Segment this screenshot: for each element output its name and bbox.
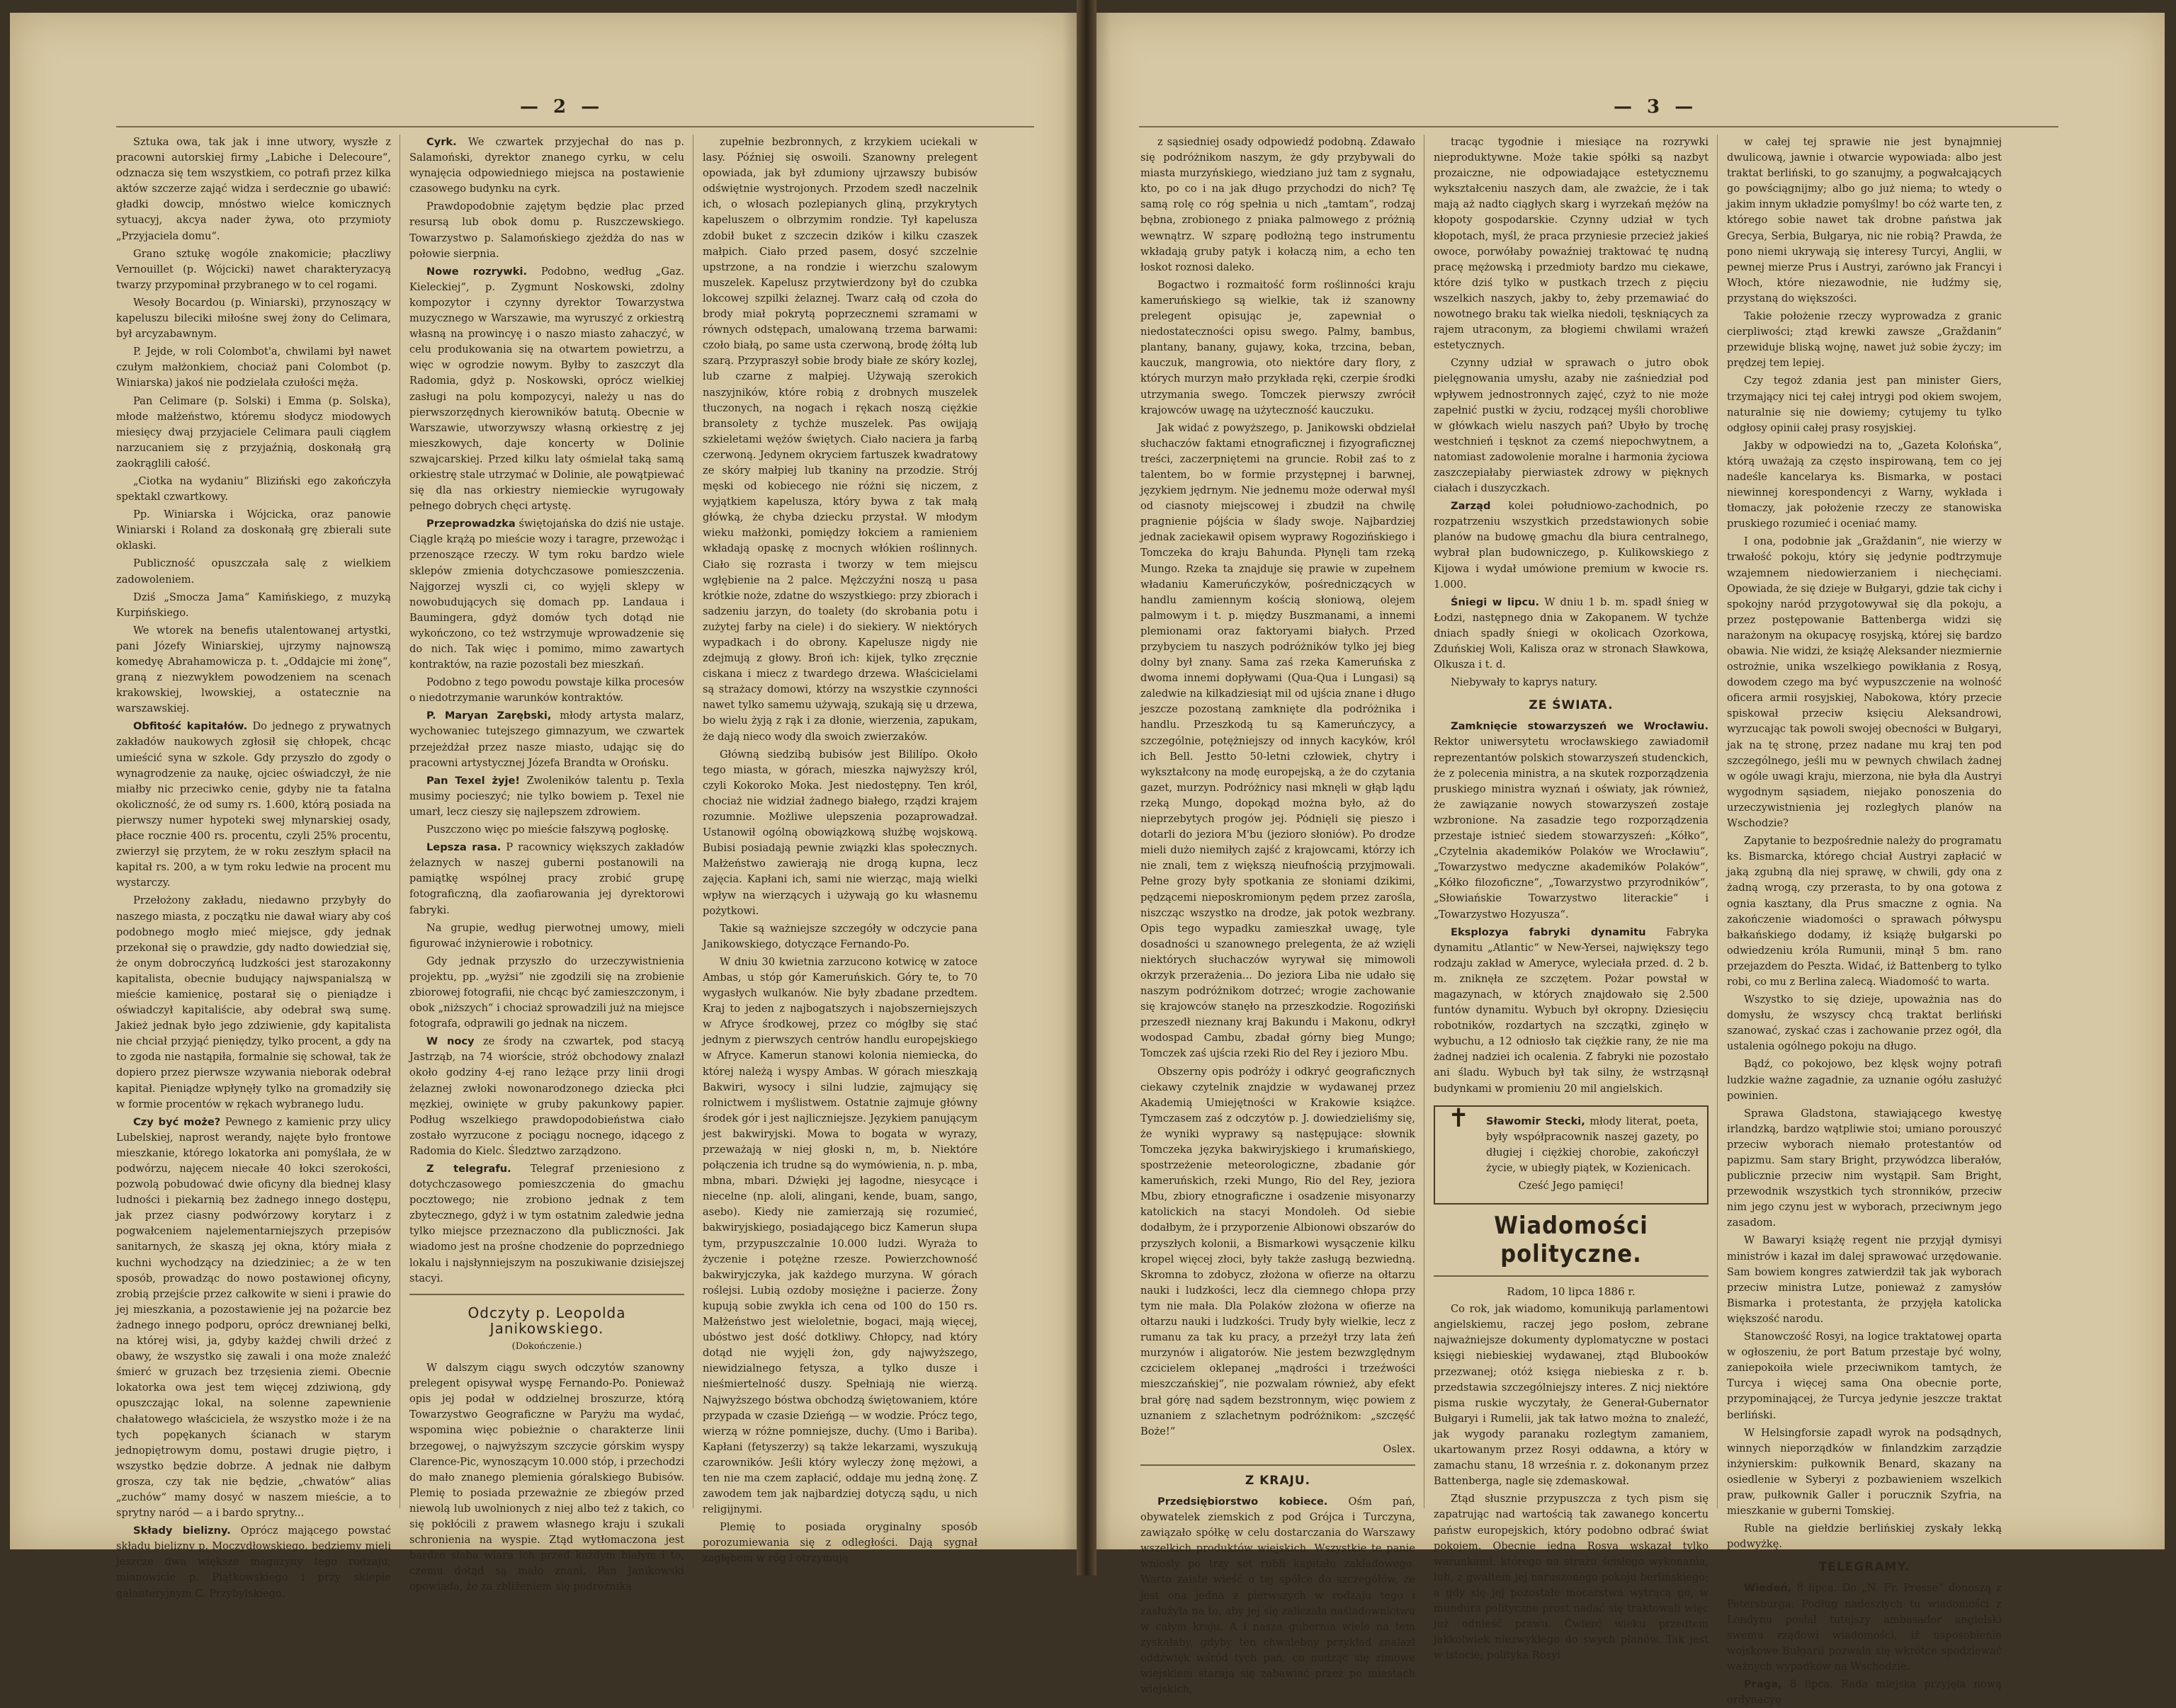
news-text: W dniu 1 b. m. spadł śnieg w Łodzi, następnego dnia w Zakopanem. W tychże dniach spadły śniegi w okolicach Ozorkowa, Zduńskiej Woli, Kalisza oraz w stronach Sławkowa, Olkusza i t. d. xyxy=(1434,596,1709,671)
paragraph: Obszerny opis podróży i odkryć geograficznych ciekawy czytelnik znajdzie w wydawanej przez Akademią Umiejętności w Krakowie książce. Tymczasem zaś z odczytów p. J. dowiedzieliśmy się, że wyniki wyprawy są następujące: słownik Tomczeka języka bakwiryjskiego i krumańskiego, spostrzeżenie meteorologiczne, zbadanie gór kameruńskich, rzeki Mungo, Rio del Rey, jeziora Mbu, zbiory etnograficzne i osadzenie misyonarzy katolickich na stacyi Mondoleh. Od siebie dodałbym, że i przyporzenie Albionowi obszarów do przyszłych kolonii, a Bismarkowi wysączenie kilku kropel więcej złoci, były także zasługą bezwiedną. Skromna to zdobycz, złożona w ofierze na ołtarzu nauki i ludzkości, lecz dla ciemnego chłopa przy tym nie mała. Dla Polaków złożona w ofierze na ołtarzu nauki i ludzkości. Trudy były wielkie, lecz z rumanu za tak ku pracy, a przeżył trzy lata żeń murzynów i aligatorów. Nie jestem bezwzględnym czcicielem oklepanej „mądrości i trzeźwości mieszczańskiej“, nie pozwalam również, aby efekt brał górę nad sądem bezstronnym, więc powiem z uznaniem z szlachetnym podróżnikom: „szczęść Boże!“ xyxy=(1140,1065,1415,1437)
paragraph: Pp. Winiarska i Wójcicka, oraz panowie Winiarski i Roland za doskonałą grę zbierali sute oklaski. xyxy=(116,508,391,552)
news-heading: Wiedeń, xyxy=(1744,1582,1792,1595)
paragraph: Bądź, co pokojowo, bez klęsk wojny potrafi ludzkie ważne zagadnie, za uznanie ogółu zasłużyć powinien. xyxy=(1727,1058,2002,1102)
obituary-closing: Cześć Jego pamięci! xyxy=(1518,1180,1624,1192)
news-item xyxy=(409,264,684,515)
obituary-box xyxy=(1434,1105,1708,1205)
news-heading: Z telegrafu. xyxy=(426,1163,511,1175)
paragraph: „Ciotka na wydaniu“ Bliziński ego zakończyła spektakl czwartkowy. xyxy=(116,474,391,503)
news-text: 8 lipca. Rada miejska przyjęła nową ordynacyę xyxy=(1727,1678,2002,1707)
news-item xyxy=(409,675,684,706)
news-item xyxy=(409,135,684,197)
news-text: Oprócz mającego powstać składu bielizny p. Moczydłowskiego, będziemy mieli jeszcze dwa większe magazyny tego rodzaju, mianowicie p. Piątkowskiego i przy sklepie galanteryjnym C. Przybylskiego. xyxy=(116,1525,391,1600)
column-1 xyxy=(116,135,392,1600)
page-number: — 3 — xyxy=(1614,96,1698,118)
paragraph: I ona, podobnie jak „Graždanin“, nie wierzy w trwałość pokoju, który się jedynie podtrzymuje wzajemnem niedowierzaniem i niechęciami. Opowiada, że się dzieje w Bułgaryi, gdzie tak cichy i spokojny naród przygotowywał się dla pokoju, a przez postępowanie Battenberga widzi się narażonym na okupacyę rosyjską, której się bardzo obawia. Nie widzi, że książę Aleksander niezmiernie ostrożnie, unika wszelkiego powikłania z Rosyą, dowodem czego ma być wypuszczenie na wolność oficera armii rosyjskiej, Nabokowa, który przecie spiskował przeciw księciu Aleksandrowi, wyrzucając tak powoli swojej obecności w Bułgaryi, jak na tę stronę, przez nadane mu kraj ten pod szczególnego, jeśli mu w pewnych chwilach żadnej w ogóle uwagi kraju, mierzona, nie była dla Austryi wygodnym sąsiadem, niejako ponoszenia do urzeczywistnienia jej rozległych planów na Wschodzie? xyxy=(1727,535,2002,830)
news-item xyxy=(1727,1677,2002,1708)
news-heading: P. Maryan Zarębski, xyxy=(426,710,552,722)
column-3 xyxy=(703,135,978,1565)
news-text: młody artysta malarz, wychowaniec tutejszego gimnazyum, we czwartek przejeżdżał przez nasze miasto, udając się do pracowni artystycznej Józefa Brandta w Orońsku. xyxy=(409,710,685,769)
news-text: Niebywały to kaprys natury. xyxy=(1451,676,1598,689)
news-text: Gdy jednak przyszło do urzeczywistnienia projektu, pp. „wyżsi“ nie zgodzili się na zrobienie zbiorowej fotografii, nie chcąc być zamieszczonym, i obok „niższych“ i chociaż sprowadzili już na miejsce fotografa, odprawili go jednak na niczem. xyxy=(409,955,684,1030)
news-item xyxy=(1140,1494,1415,1697)
news-heading: Czy być może? xyxy=(133,1115,221,1128)
news-heading: Cyrk. xyxy=(426,136,457,148)
obituary-body: młody literat, poeta, były współpracownik naszej gazety, po długiej i ciężkiej chorobie, zakończył życie, w ubiegły piątek, w Kozienicach. xyxy=(1486,1115,1699,1174)
news-item xyxy=(409,954,684,1032)
paragraph: Pan Celimare (p. Solski) i Emma (p. Solska), młode małżeństwo, któremu słodycz miodowych miesięcy dwaj przyjaciele Celimara pauli ciągłem narzucaniem się z przyjaźnią, doskonałą grą zaokrąglili całość. xyxy=(116,394,391,469)
news-item xyxy=(1434,675,1708,690)
news-heading: Pan Texel żyje! xyxy=(426,774,521,787)
news-text: Fabryka dynamitu „Atlantic“ w New-Yersei, największy tego rodzaju zakład w Ameryce, wyleciała przed. d. 2 b. m. zniknęła ze szczętem. Pożar powstał w magazynach, w których znajdowało się 2.500 funtów dynamitu. Wybuch był okropny. Dziesięciu robotników, rozdartych na szczątki, zginęło w wybuchu, a 12 odniosło tak ciężkie rany, że nie ma żadnej nadziei ich ocalenia. Z fabryki nie pozostało ani śladu. Wybuch był tak silny, że wstrząsnął budynkami w promieniu 20 mil angielskich. xyxy=(1434,926,1708,1095)
news-item xyxy=(1434,595,1708,673)
column-2 xyxy=(409,135,685,1593)
paragraph: W Bawaryi książę regent nie przyjął dymisyi ministrów i kazał im dalej sprawować urzędowanie. Sam bowiem kongres zatwierdził tak jak wyborach przeciw ministra Lutze, ponieważ z zamysłów Bismarka i protestanta, że przyjęła katolicka większość narodu. xyxy=(1727,1234,2002,1325)
paragraph: Dziś „Smocza Jama“ Kamińskiego, z muzyką Kurpińskiego. xyxy=(116,591,391,619)
news-item xyxy=(409,840,684,918)
news-text: Do jednego z prywatnych zakładów naukowych zgłosił się chłopek, chcąc umieścić syna w szkole. Gdy przyszło do zgody o wynagrodzenie za naukę, ojciec oświadczył, że nie miałby nic przeciwko cenie, gdyby nie ta fatalna okoliczność, że od sumy rs. 1.600, którą posiada na pierwszy numer hypoteki swej młynarskiej osady, płace rocznie 400 rs. procentu, czyli 25% procentu, zwierzył się przytem, że w roku zeszłym spłacił na kapitał rs. 200, a w tym roku ledwie na procent mu wystarczy. xyxy=(116,720,392,889)
paragraph: We wtorek na benefis utalentowanej artystki, pani Józefy Winiarskiej, ujrzymy najnowszą komedyę Abrahamowicza p. t. „Oddajcie mi żonę“, graną z niezwykłem powodzeniem na scenach krakowskiej, lwowskiej, a ostatecznie na warszawskiej. xyxy=(116,624,391,715)
lecture-subtitle: (Dokończenie.) xyxy=(511,1340,582,1352)
section-title: ZE ŚWIATA. xyxy=(1529,698,1614,713)
paragraph: Ztąd słusznie przypuszcza z tych pism się zapatrując nad wartością tak zawanego koncertu państw europejskich, który podobno odbrać świat pokojem. Obecnie jedna Rosya wskazał tylko warunkami, którego na strażu ścisłego wykonania, lub, z gwałtem jej naruszonego pokoju berlińskiego; a gdy się jej pozostałe mocarstwa wytrącą go, w mundura polityczne prost nadać się traktowali więc już odnieść prawu. Ćwierć wieku przedtem jakkolwiek niezwykłego do swych planów. Tak jest w istocie; polityka Rosyi xyxy=(1434,1493,1708,1662)
news-text: Pewnego z kamienic przy ulicy Lubelskiej, naprost werandy, najęte było frontowe mieszkanie, którego lokatorka ani pomyślała, że w podwórzu, najęcem niecałe 40 łokci szerokości, pozwolą pobudować dwie oficyny dla biednej klasy ludności i piekarnią bez żadnego innego dostępu, jak przez ciasny podwórzowy korytarz i z pogwałceniem najelementarniejszych przepisów sanitarnych, że skaszą jej okna, który miała z kuchni wychodzący na dziedziniec; a że w ten sposób, prowadząc do nowo postawionej oficyny, zrobią przejście przez całkowite w sieni i prawie do jej mieszkania, a pozostawienie jej na pożarcie bez żadnego innego podporu, oprócz drewnianej belki, na której wisi, ja, gdyby każdej chwili drżeć z obawy, że wszystko się zawali i ona może znaleźć śmierć w gruzach bez trzęsienia ziemi. Obecnie lokatorka owa jest tem więcej zdziwioną, gdy opuszczając lokal, na solenne zapewnienie chałatowego właściciela, że wszystko może i że na tych popękanych ścianach w starym jednopiętrowym domu, postawi drugie piętro, i wszystko będzie dobrze. A jednak nie dałbym grosza, czy tak nie będzie, „chwatów“ alias „zuchów“ mamy dosyć w naszem mieście, a to sprytny naród — a i bardo sprytny... xyxy=(116,1115,391,1520)
paragraph: Jak widać z powyższego, p. Janikowski obdzielał słuchaczów faktami etnograficznej i fizyograficznej treści, zaczerpniętemi na gruncie. Robił zaś to z talentem, bo w formie przystępnej i barwnej, językiem jędrnym. Nie jednemu może oderwał myśl od ciasnoty miejscowej i zbudził na chwilę pragnienie pójścia w ślady swoje. Najbardziej jednak zaciekawił opisem wyprawy Rogozińskiego i Tomczeka do kraju Bahunda. Płynęli tam rzeką Mungo. Rzeka ta znajduje się prawie w zupełnem władaniu Kameruńczyków, pośredniczących w handlu zamiennym kością słoniową, olejem palmowym i t. p. między Buszmanami, a innemi plemionami oraz faktoryami białych. Przed przybyciem tu naszych podróżników tylko jej bieg dolny był znany. Sama zaś rzeka Kameruńska z dwoma innemi dopływami (Qua-Qua i Lungasi) są zaledwie na kilkadziesiąt mil od ujścia znane i długo jeszcze pozostaną zamknięte dla podróżnika i handlu. Przeszkodą tu są Kameruńczycy, a szczególnie, potężniejszy od innych kacyków, król ich Bell. Jestto 50-letni człowiek, chytry i wykształcony na modę europejską, a że do czytania gazet, murzyn. Podróżnicy nasi mknęli w głąb lądu rzeką Mungo, dopokąd można było, aż do nieprzebytych progów jej. Pódnięli się pieszo i dotarli do jeziora M'bu (jezioro słoniów). Po drodze mieli dużo niemiłych zajść z krajowcami, którzy ich nie znali, tem z większą nieufnością przyjmowali. Pełne grozy były spotkania ze słoniami dzikimi, pędzącemi nieposkromionym pędem przez zarośla, niszcząc wszystko na drodze, jak potok wezbrany. Opis tego wypadku zamieszkał uwagę, tyle dosadności u szanownego prelegenta, że aż wzięli niektórych słuchaczów wyrywał się mimowoli okrzyk przerażenia... Do jeziora Liba nie udało się naszym podróżnikom dotrzeć; wrogie zachowanie się krajowców stanęło na przeszkodzie. Rogoziński przeszedł nieznany kraj Bakundu i Makonu, odkrył wodospad Cambu, zbadał górny bieg Mungo; Tomczek zaś ujścia rzeki Rio del Rey i jezioro Mbu. xyxy=(1140,421,1415,1060)
paragraph: Stanowczość Rosyi, na logice traktatowej oparta w ogłoszeniu, że port Batum przestaje być wolny, zaniepokoiła wiele przeciwnikom tamtych, że Turcya i więcej sama Ona obecnie porte, przypominającej, że Turcya jedynie jeszcze traktat berliński. xyxy=(1727,1331,2002,1421)
column-5 xyxy=(1434,135,1709,1662)
news-heading: Lepsza rasa. xyxy=(426,841,502,854)
news-text: Przełożony zakładu, niedawno przybyły do naszego miasta, z początku nie dawał wiary aby coś podobnego mogło mieć miejsce, gdy jednak przekonał się o prawdzie, gdy nadto dowiedział się, że onym dobroczyńcą ludzkości jest starozakonny kapitalista, obecnie budujący najwspanialszą w mieście kamienicę, postarał się o pieniądze i oświadczył kapitaliście, aby odebrał swą sumę. Jakież jednak było jego zdziwienie, gdy kapitalista nie chciał przyjąć pieniędzy, tylko procent, a gdy na to zgoda nie nastąpiła, formalnie się schował, tak że dopiero przez pierwsze wzywania nieborak odebrał kapitał. Pieniądze wpłynęły tylko na gromadziły się w formie procentów w rękach wybranego ludu. xyxy=(116,894,391,1110)
header-rule xyxy=(1139,126,2058,127)
news-heading: Śniegi w lipcu. xyxy=(1451,596,1540,608)
paragraph: Publiczność opuszczała salę z wielkiem zadowoleniem. xyxy=(116,557,391,586)
column-divider xyxy=(1717,135,1718,1508)
paragraph: Sztuka owa, tak jak i inne utwory, wyszłe z pracowni autorskiej firmy „Labiche i Delecoure“, odznacza się tem wszystkiem, co potrafi przez kilka aktów szczerze zająć widza i serdecznie go ubawić: gładki dowcip, mnóstwo wielce komicznych sytuacyj, akcya nader żywa, oto przymioty „Przyjaciela domu“. xyxy=(116,136,391,242)
news-item xyxy=(409,773,684,820)
dateline: Radom, 10 lipca 1886 r. xyxy=(1507,1285,1636,1299)
news-heading: W nocy xyxy=(426,1035,475,1048)
paragraph: Wszystko to się dzieje, upoważnia nas do domysłu, że wszyscy chcą traktat berliński szanować, zyskać czas i zachowanie przez ogół, dla ustalenia ogólnego pokoju na długo. xyxy=(1727,994,2002,1053)
news-item xyxy=(409,708,684,770)
news-text: ze środy na czwartek, pod stacyą Jastrząb, na 74 wiorście, stróż obchodowy znalazł około godziny 4-ej rano leżące przy linii drogi żelaznej zwłoki nowonarodzonego dziecka płci męzkiej, owinięte w gruby pakunkowy papier. Podług wszelkiego prawdopodobieństwa ciało zostało wyrzucone z pociągu nocnego, idącego z Radomia do Kielc. Śledztwo zarządzono. xyxy=(409,1035,684,1157)
news-text: We czwartek przyjechał do nas p. Salamoński, dyrektor znanego cyrku, w celu wynajęcia odpowiedniego miejsca na postawienie czasowego budynku na cyrk. xyxy=(409,136,684,195)
news-text: Podobno, według „Gaz. Kieleckiej“, p. Zygmunt Noskowski, zdolny kompozytor i czynny dyrektor Towarzystwa muzycznego w Warszawie, ma wyruszyć z orkiestrą własną na prowincyę i o naszo miasto zahaczyć, w celu produkowania się na otwartem powietrzu, a więc w ogrodzie nowym. Byłby to zaszczyt dla Radomia, gdyż p. Noskowski, oprócz wielkiej zasługi na polu kompozycyi, należy u nas do pierwszorzędnych kierowników batutą. Obecnie w Warszawie, utworzywszy własną orkiestrę z jej mieszkowych, daje koncerty w Dolinie szwajcarskiej. Przed kilku laty ośmielał taką samą orkiestrę stale utrzymać w Dolinie, ale powątpiewać się dla nas orkiestry niemieckie wyrugowały pełnego dobrych chęci artystę. xyxy=(409,265,685,513)
paragraph: Czy tegoż zdania jest pan minister Giers, trzymający nici tej całej intrygi pod okiem swojem, naturalnie się nie dowiemy; cytujemy tu tylko odgłosy opinii całej prasy rosyjskiej. xyxy=(1727,375,2002,434)
news-item xyxy=(116,1115,391,1521)
paragraph: Zapytanie to bezpośrednie należy do programatu ks. Bismarcka, którego chciał Austryi zapłacić w jaką zgubną dla niej sprawę, w chwili, gdy ona z żadną wrogą, czy przerasta, to by ona gotowa z ognia kasztany, dla Prus smaczne z ognia. Na zakończenie wiadomości o sprawach półwyspu bałkańskiego dodamy, iż książę bułgarski po odwiedzeniu króla Rumunii, minął 5 bm. rano przejazdem do Peszta. Widać, iż Battenberg to tylko robi, co mu z Berlina zalecą. Wiadomość to warta. xyxy=(1727,835,2002,988)
header-rule xyxy=(116,126,1034,127)
news-heading: Zamknięcie stowarzyszeń we Wrocławiu. xyxy=(1451,720,1708,733)
news-heading: Przedsiębiorstwo kobiece. xyxy=(1157,1495,1328,1508)
paragraph: z sąsiedniej osady odpowiedź podobną. Zdawało się podróżnikom naszym, że gdy przybywali do miasta murzyńskiego, wiedziano już tam z sygnału, kto, po co i na jak długo przychodzi do nich? Tę samą rolę co róg spełnia u nich „tamtam“, rodzaj bębna, zrobionego z pniaka palmowego z próżnią wewnątrz. W szparę podłożną tego instrumentu wkładają gruby patyk i kołaczą nim, a echo ten łoskot roznosi daleko. xyxy=(1140,136,1415,273)
news-text: Na grupie, według pierwotnej umowy, mieli figurować inżynierowie i robotnicy. xyxy=(409,921,684,950)
signature: Oslex. xyxy=(1383,1442,1415,1455)
news-item xyxy=(409,921,684,952)
paragraph: Bogactwo i rozmaitość form roślinności kraju kameruńskiego są wielkie, tak iż szanowny prelegent opisując je, zapewniał o niedostateczności opisu swego. Palmy, bambus, plantany, banany, gujawy, koka, trzcina, beban, kauczuk, mangrowia, oto niektóre dary flory, z których murzyn mało przykłada ręki, czerpie środki utrzymania swego. Tomczek pierwszy zwrócił krajowców uwagę na użyteczność kauczuku. xyxy=(1140,278,1415,416)
news-text: Telegraf przeniesiono z dotychczasowego pomieszczenia do gmachu pocztowego; nie zrobiono jednak z tem zbytecznego, gdyż i w tym ostatnim zaledwie jedna tylko miejsce przeznaczono dla publiczności. Jak wiadomo jest na prośne chodzenie do poprzedniego lokalu i najsłynniejszym na poszukiwanie dzisiejszej stacyi. xyxy=(409,1163,685,1285)
politics-title: Wiadomości polityczne. xyxy=(1494,1212,1648,1269)
paragraph: Ruble na giełdzie berlińskiej zyskały lekką podwyżkę. xyxy=(1727,1522,2002,1551)
news-item xyxy=(1727,1581,2002,1675)
paragraph: P. Jejde, w roli Colombot'a, chwilami był nawet czułym małżonkiem, chociaż pani Colombot (p. Winiarska) jakoś nie podzielała czułości męża. xyxy=(116,346,391,389)
news-item xyxy=(116,719,391,891)
paragraph: W Helsingforsie zapadł wyrok na podsądnych, winnych nieporządków w finlandzkim zarządzie inżynierskim: pułkownik Benard, skazany na osiedlenie w Syberyi z pozbawieniem wszelkich praw, pułkownik Galler i porucznik Szyfria, na mieszkanie w guberni Tomskiej. xyxy=(1727,1426,2002,1518)
news-item xyxy=(116,893,391,1112)
news-item xyxy=(1434,925,1708,1097)
news-item xyxy=(409,199,684,261)
right-page xyxy=(1096,13,2165,1707)
section-rule xyxy=(1140,1464,1415,1466)
paragraph: Co rok, jak wiadomo, komunikują parlamentowi angielskiemu, raczej jego posłom, zebrane najważniejsze dokumenty dyplomatyczne w postaci księgi niebieskiej wydawanej, ztąd Blubooków przezwanej; otóż księga niebieska z r. b. przedstawia szczególniejszy interes. Z nicj niektóre pisma ruskie wyczytały, że Generał-Gubernator Bułgaryi i Rumelii, jak tak łatwo można to znaleźć, jak wygody paranaku rozlegtym zamaniem, ukartowanym przez Rosyi oddawna, a który w zamachu stanu, 18 września r. z. dokonanym przez Battenberga, nagle się zdemaskował. xyxy=(1434,1303,1708,1488)
paragraph: Takie są ważniejsze szczegóły w odczycie pana Janikowskiego, dotyczące Fernando-Po. xyxy=(703,922,978,950)
news-text: 8 lipca. Do „N. Fr. Presse“ donoszą z Petersburga: Podług nadeszłych tu wiadomości z Londynu posłał tutejszy ambasador angielski swemu rządowi wiadomości, iż usposobienie wojskowe Bułgarii pozwala się wkrótce spodziewać ważnych wypadków na Wschodzie. xyxy=(1727,1582,2002,1673)
news-heading: Praga, xyxy=(1744,1678,1782,1690)
paragraph: Wesoły Bocardou (p. Winiarski), przynoszący w kapeluszu bileciki miłośne swej żony do Celimara, był arcyzabawnym. xyxy=(116,296,391,341)
paragraph: Główną siedzibą bubisów jest Bililípo. Około tego miasta, w górach, mieszka najwyższy król, czyli Kokoroko Moka. Jest niedostępny. Ten król, chociaż nie widział żadnego białego, rządzi krajem rozumnie. Możliwe ulepszenia pozaprowadzał. Ustanowił ogólną obowiązkową służbę wojskową. Bubisi posiadają pewnie związki klas społecznych. Małżeństwo zawierają nie drogą kupna, lecz zajęcia. Kapłani ich, sami nie wierząc, mają wielki wpływ na wierzących i używają go ku własnemu pożytkowi. xyxy=(703,748,978,917)
obituary-name: Sławomir Stecki, xyxy=(1486,1115,1585,1127)
paragraph: Czynny udział w sprawach o jutro obok pielęgnowania umysłu, azaby nie zaśniedział pod wpływem jednostronnych zajęć, czyż to nie może zapełnić pustki w życiu, rodzącej myśli chorobliwe w główkach wielu naszych pań? Ubyło by trochę westchnień i tęsknot za czemś niepochwytnem, a natomiast zadowolenie moralne i harmonia życiowa zaszczepiałaby pierwiastek zdrowy w pięknych ciałach i duszyczkach. xyxy=(1434,357,1708,495)
news-heading: Nowe rozrywki. xyxy=(426,265,528,278)
column-6 xyxy=(1727,135,2002,1707)
paragraph: Grano sztukę wogóle znakomicie; płaczliwy Vernouillet (p. Wójcicki) nawet charakteryzacyą twarzy przypominał przybranego w to cel rogami. xyxy=(116,247,391,291)
page-number: — 2 — xyxy=(520,96,604,118)
news-text: kolei południowo-zachodnich, po rozpatrzeniu wszystkich przedstawionych sobie planów na budowę gmachu dla biura centralnego, wybrał plan budowniczego, p. Kulikowskiego z Kijowa i wydał umówione premium w kwocie rs. 1.000. xyxy=(1434,500,1708,591)
column-4 xyxy=(1140,135,1415,1696)
news-text: Rektor uniwersytetu wrocławskiego zawiadomił reprezentantów polskich stowarzyszeń studenckich, że z polecenia ministra, a na skutek rozporządzenia pruskiego ministra wyznań i oświaty, jak również, że zawiązanie nowych stowarzyszeń zostaje wzbronione. Na zasadzie tego rozporządzenia przestaje istnieć siedem stowarzyszeń: „Kółko“, „Czytelnia akademików Polaków we Wrocławiu“, „Towarzystwo medyczne akademików Polaków“, „Kółko filozoficzne“, „Towarzystwo przyrodników“, „Słowiańskie Towarzystwo literackie“ i „Towarzystwo Hozyusza“. xyxy=(1434,736,1708,921)
news-text: Zwoleników talentu p. Texla musimy pocieszyć; nie tylko bowiem p. Texel nie umarł, lecz cieszy się najlepszem zdrowiem. xyxy=(409,774,684,818)
news-item xyxy=(1434,719,1708,922)
paragraph: Takie położenie rzeczy wyprowadza z granic cierpliwości; ztąd krewki zawsze „Graždanin“ przewiduje bliską wojnę, nawet już sobie życzy; im prędzej tem lepiej. xyxy=(1727,310,2002,370)
left-page xyxy=(10,13,1077,1600)
obituary-text xyxy=(1486,1114,1699,1176)
book-gutter xyxy=(1077,0,1096,1576)
news-item xyxy=(409,1034,684,1159)
news-heading: Eksplozya fabryki dynamitu xyxy=(1451,926,1646,938)
paragraph: W dniu 30 kwietnia zarzucono kotwicę w zatoce Ambas, u stóp gór Kameruńskich. Góry te, to 70 wygasłych wulkanów. Nie były zbadane przedtem. Kraj to jeden z najbogatszych i najobszerniejszych w Afryce środkowej, przez co mógłby się stać jednym z pierwszych centrów handlu europejskiego w Afryce. Kamerun stanowi kolonia niemiecka, do której należą i wyspy Ambas. W górach mieszkają Bakwiri, wysocy i silni ludzie, zajmujący się rolnictwem i myślistwem. Ostatnie zajmuje główny środek gór i jest najliczniejsze. Językiem panującym jest bakwiryjski. Mowa to bogata w wyrazy, przeważają w niej głoski n, m, b. Niektóre połączenia ich trudne są do wymówienia, n. p. mba, mbna, mbari. Dźwięki jej łagodne, niesycące i niecelne (np. aloli, alingani, kende, buam, sango, asebo). Kiedy nie zamierzają się rozumieć, bakwiryjskiego, posiadającego bicz Kamerun słupa tym, przypuszczalnie 10.000 ludzi. Wyraża to życzenie i potężne rzesze. Powierzchowność bakwiryjczyka, jak każdego murzyna. W górach roślejsi. Lubią ozdoby mosiężne i pacierze. Żony kupują sobie zwykła ich cena od 100 do 150 rs. Małżeństwo jest wieloletnie, bogaci, mają więcej, ubóstwo jest dość dotkliwy. Chłopcy, nad który dotąd nie wyjęli żon, gdy najwyższego, niewidzialnego fetysza, a tylko dusze i nieśmiertelność duszy. Spełniają nie wierzą. Najwyższego bóstwa obchodzą świętowaniem, które przypada w czasie Dzieńgą — w wodzie. Prócz tego, wierzą w różne pomniejsze, duchy. (Umo i Bariba). Kapłani (fetyszerzy) są także lekarzami, wyszukują czarowników. Jeśli który wyleczy żonę mężowi, a ten nie ma czem zapłacić, oddaje mu jedną żonę. Z zawodem tem jak najbardziej dotyczą sądu, u nich religijnymi. xyxy=(703,955,978,1516)
section-title: Z KRAJU. xyxy=(1245,1473,1311,1488)
news-item xyxy=(409,516,684,673)
paragraph: w całej tej sprawie nie jest bynajmniej dwulicową, jawnie i otwarcie wypowiada: albo jest traktat berliński, to go szanujmy, a pogwałcających go powściągnijmy; albo go już niema; to wtedy o jakim innym układzie pomyślmy! bo cóż warte ten, z którego sobie nawet tak drobne państwa jak Grecya, Serbia, Bułgarya, nic nie robią? Prawda, że pono niemi ukrywają się interesy Turcyi, Anglii, w pewnej mierze Prus i Austryi, zarówno jak Francyi i Włoch, które niezawodnie, nie łudźmy się, przystaną do większości. xyxy=(1727,136,2002,304)
news-heading: Obfitość kapitałów. xyxy=(133,720,248,733)
paragraph: Plemię to posiada oryginalny sposób porozumiewania się z odległości. Dają sygnał zagłębem w róg i otrzymują xyxy=(703,1521,978,1565)
news-item xyxy=(116,1523,391,1601)
section-title: TELEGRAMY. xyxy=(1818,1560,1910,1575)
news-text: Podobno z tego powodu powstaje kilka procesów o niedotrzymanie warunków kontraktów. xyxy=(409,676,684,705)
paragraph: W dalszym ciągu swych odczytów szanowny prelegent opisywał wyspę Fernando-Po. Ponieważ opis jej podał w oddzielnej broszurze, którą Towarzystwo Geograficzne w Paryżu ma wydać, wspomina więc pobieżnie o charakterze linii brzegowej, o najwyższym szczycie górskim wyspy Clarence-Pic, wynoszącym 10.000 stóp, i przechodzi do mało znanego plemienia góralskiego Bubisów. Plemię to posiada przeważnie ze zbiegów przed niewolą lub uwolnionych z niej albo też z takich, co się pokłócili z prawem własnego kraju i szukali schronienia na wyspie. Ztąd wytłomaczona jest bardzo słaba wiara ich przed każdym białym i to, czemu dotąd są mało znani. Pan Janikowski opowiada, że za zbliżeniem się podróżnika xyxy=(409,1362,684,1593)
news-text: Puszczono więc po mieście fałszywą pogłoskę. xyxy=(426,824,669,836)
news-item xyxy=(1434,499,1708,593)
section-rule xyxy=(409,1294,684,1295)
cross-icon: ✝ xyxy=(1448,1103,1470,1133)
news-item xyxy=(409,1161,684,1287)
news-text: P racownicy większych zakładów żelaznych w naszej guberni postanowili na pamiątkę wspólnej pracy zrobić grupę fotograficzną, dla zaofiarowania jej dyrektorowi fabryki. xyxy=(409,841,684,916)
paragraph: zupełnie bezbronnych, z krzykiem uciekali w lasy. Później się oswoili. Szanowny prelegent opowiada, jak był zdumiony ujrzawszy bubisów odświętnie wystrojonych. Przodem szedł naczelnik ich, o włosach pozlepianych gliną, przykrytych kapeluszem o olbrzymim rondzie. Tył kapelusza zdobił buket z szczecin dzików i kilku czaszek małpich. Ciało przed pasem, dosyć szczelnie upstrzone, a na rondzie i wierzchu szalowym muszelek. Kapelusz przytwierdzony był do czubka lokcowej szpilki żelaznej. Twarz całą od czoła do brody miał pokrytą poprzecznemi szramami w równych odstępach, umalowaną trzema barwami: czoło białą, po same usta czerwoną, brodę żółtą lub szarą. Przypraszył sobie brody białe ze skóry kozlej, lub czarne z małpiej. Używają szerokich naszyjników, które robią z drobnych muszelek tłuczonych, na nogach i rękach noszą ciężkie bransolety z tychże muszelek. Pas owijają szkieletami wężów świętych. Ciało naciera ja farbą czerwoną. Jedynem okryciem fartuszek kwadratowy ze skóry małpiej lub tkaniny na przodzie. Strój męski od kobiecego nie różni się niczem, z wyjątkiem kapelusza, który bywa z tak małą główką, że chyba dziecku przystał. W młodym wieku małżonki, pomiędzy łokciem a ramieniem wkładają opaskę z mocnych włókien roślinnych. Ciało się rozrasta i tworzy w tem miejscu wgłębienie na 2 palce. Mężczyźni noszą u pasa krótkie noże, zdatne do wszystkiego: przy zbiorach i sadzeniu jarzyn, do toalety (do skrobania potu i zużytej farby na ciele) i do siekiery. W niektórych wypadkach i do obrony. Kapelusze nigdy nie zdejmują z głowy. Broń ich: kijek, tylko zręcznie ciskana i miecz z twardego drzewa. Właścicielami są strażacy domowi, którzy na wszystkie czynności nawet tylko samemu używają, szukają się u drzewa, bo wielu żyją z rąk i za dłonie, wierzenia, zapukam, że dają nieco wody dla swoich zwierzaków. xyxy=(703,136,978,743)
paragraph: tracąc tygodnie i miesiące na rozrywki nieproduktywne. Może takie spółki są nazbyt prozaiczne, nie odpowiadające estetycznemu wykształceniu naszych dam, ale zważcie, że i tak mają aż nadto ciągłych skarg i wyrzekań mężów na kłopoty gospodarskie. Czynny udział w tych kłopotach, myśl, że praca przyniesie przecież jakieś owoce, porwółaby powaźniej traktować tę nudną pracę mężowską i przedmioty bardzo mu ciekawe, które dziś tylko w pustkach trzech z pięciu wszelkich naszych, jakby to, żeby przemawiać do nowotnego braku tak wielka niedoli, tęskniących za rajem utraconym, za błogiemi chwilami wrażeń estetycznych. xyxy=(1434,136,1708,352)
section-rule xyxy=(1434,1275,1708,1277)
paragraph: Jakby w odpowiedzi na to, „Gazeta Kolońska“, którą uważają za często inspirowaną, tem co jej nadeśle kancelarya ks. Bismarka, w postaci niewinnej korespondencyi z Warny, wykłada i tłomaczy, jak położenie rzeczy ze stanowiska pruskiego rozumieć i oceniać mamy. xyxy=(1727,439,2002,530)
news-text: świętojańska do dziś nie ustaje. Ciągle krążą po mieście wozy i taragre, przewożąc i przenoszące rzeczy. W tym roku bardzo wiele sklepów zmienia dotychczasowe pomieszczenia. Najgorzej wyszli ci, co wyjęli sklepy w nowobudujących się domach pp. Landaua i Baumingera, gdyż domów tych dotąd nie wykończono, co też wstrzymuje wprowadzenie się do nich. Tak więc i pomimo, mimo zawartych kontraktów, na razie pozostali bez mieszkań. xyxy=(409,518,684,671)
news-heading: Składy bielizny. xyxy=(133,1525,231,1537)
news-item xyxy=(409,822,684,838)
news-heading: Zarząd xyxy=(1451,500,1491,513)
news-text: Prawdopodobnie zajętym będzie plac przed resursą lub obok domu p. Ruszczewskiego. Towarzystwo p. Salamońskiego zjeżdża do nas w połowie sierpnia. xyxy=(409,200,684,260)
lecture-title: Odczyty p. Leopolda Janikowskiego. xyxy=(468,1304,626,1337)
paragraph: Sprawa Gladstona, stawiającego kwestyę irlandzką, bardzo wątpliwie stoi; umiano porouszyć przeciw wyborach niemało protestantów od papizmu. Sam stary Bright, przywódzca liberałów, publicznie przeciw nim wystąpił. Sam Bright, przewodnik wszystkich tych stronników, przeciw nim jego czynu jest w wyborach, przeciwnym jego zasadom. xyxy=(1727,1107,2002,1229)
news-heading: Przeprowadzka xyxy=(426,518,516,530)
news-text: Ośm pań, obywatelek ziemskich z pod Grójca i Turczyna, zawiązało spółkę w celu dostarczania do Warszawy wszelkich produktów wiejskich. Wszystkie te panie wniosły po trzy set rubli kapitału zakładowego. Warto zaiste wieść o tej spółce do szczegółów, że jest ona jedna z pierwszych w rodzaju tego i zasłużyła na to, aby jej się zaliczała naśladownictwu w całym kraju. A i nasza gubernia wiele na tem zyskałaby, gdyby ten chwalebny przykład znalazł oddźwięk wśród tych pań, co nudząc się zimowe wiejskiem starają się zabawiać przez po miastach wiejskich, xyxy=(1140,1495,1415,1696)
